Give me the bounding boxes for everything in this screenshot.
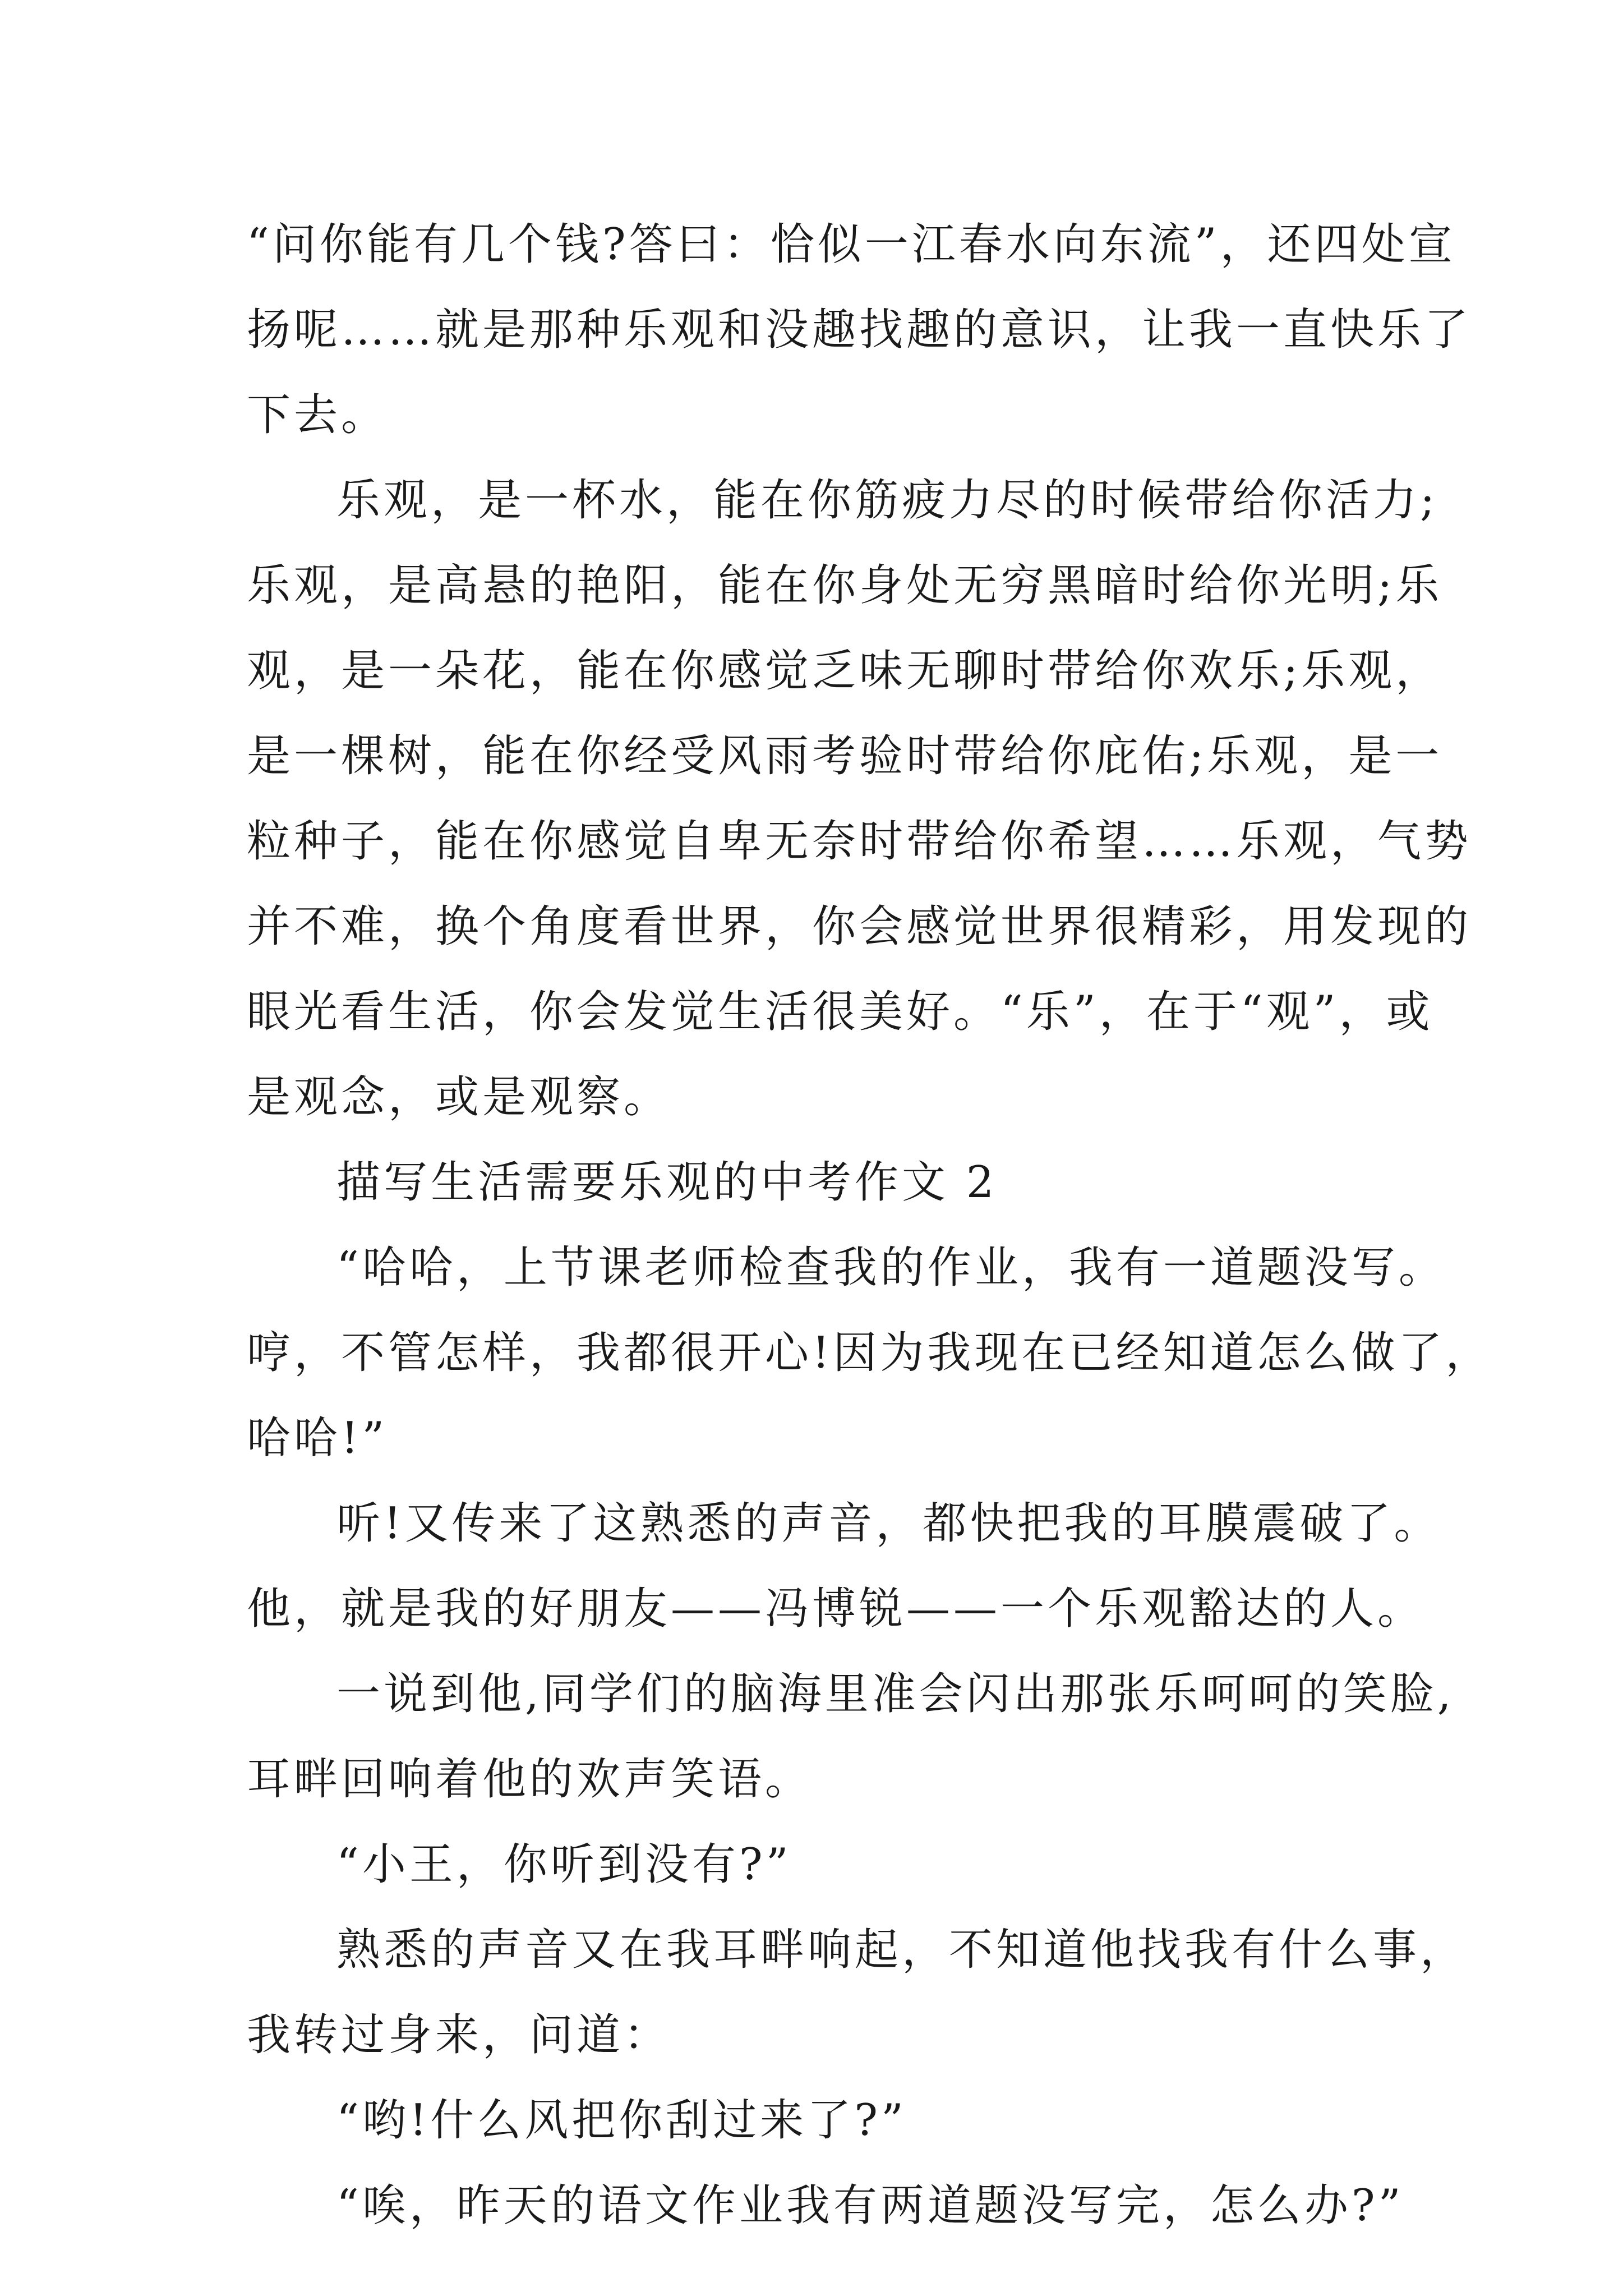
text-line: 是观念，或是观察。 bbox=[247, 1072, 671, 1122]
text-line: 眼光看生活，你会发觉生活很美好。“乐”，在于“观”，或 bbox=[247, 987, 1433, 1037]
text-line: 扬呢……就是那种乐观和没趣找趣的意识，让我一直快乐了 bbox=[247, 305, 1472, 355]
text-line: “哈哈，上节课老师检查我的作业，我有一道题没写。 bbox=[336, 1243, 1446, 1293]
text-line: 一说到他,同学们的脑海里准会闪出那张乐呵呵的笑脸, bbox=[336, 1669, 1455, 1719]
text-line: 我转过身来，问道： bbox=[247, 2010, 671, 2060]
text-line: 乐观，是一杯水，能在你筋疲力尽的时候带给你活力; bbox=[336, 475, 1438, 526]
text-line: 乐观，是高悬的艳阳，能在你身处无穷黑暗时给你光明;乐 bbox=[247, 560, 1443, 611]
text-line: 耳畔回响着他的欢声笑语。 bbox=[247, 1754, 813, 1805]
text-line: 观，是一朵花，能在你感觉乏味无聊时带给你欢乐;乐观， bbox=[247, 646, 1443, 696]
text-line: 下去。 bbox=[247, 390, 389, 440]
text-line: 他，就是我的好朋友——冯博锐——一个乐观豁达的人。 bbox=[247, 1584, 1425, 1634]
text-line: 熟悉的声音又在我耳畔响起，不知道他找我有什么事， bbox=[336, 1925, 1468, 1975]
text-line: 粒种子，能在你感觉自卑无奈时带给你希望……乐观，气势 bbox=[247, 816, 1472, 867]
text-line: “唉，昨天的语文作业我有两道题没写完，怎么办?” bbox=[336, 2180, 1404, 2231]
text-line: “小王，你听到没有?” bbox=[336, 1839, 792, 1890]
text-line: 哼，不管怎样，我都很开心!因为我现在已经知道怎么做了， bbox=[247, 1328, 1493, 1378]
text-line: “问你能有几个钱?答曰：恰似一江春水向东流”，还四处宣 bbox=[247, 219, 1456, 270]
text-line: 哈哈!” bbox=[247, 1413, 388, 1464]
text-line: 是一棵树，能在你经受风雨考验时带给你庇佑;乐观，是一 bbox=[247, 731, 1443, 781]
section-heading: 描写生活需要乐观的中考作文 2 bbox=[336, 1157, 998, 1208]
text-line: “哟!什么风把你刮过来了?” bbox=[336, 2095, 907, 2146]
essay-body bbox=[247, 202, 1493, 2248]
text-line: 听!又传来了这熟悉的声音，都快把我的耳膜震破了。 bbox=[336, 1498, 1441, 1549]
text-line: 并不难，换个角度看世界，你会感觉世界很精彩，用发现的 bbox=[247, 901, 1472, 952]
